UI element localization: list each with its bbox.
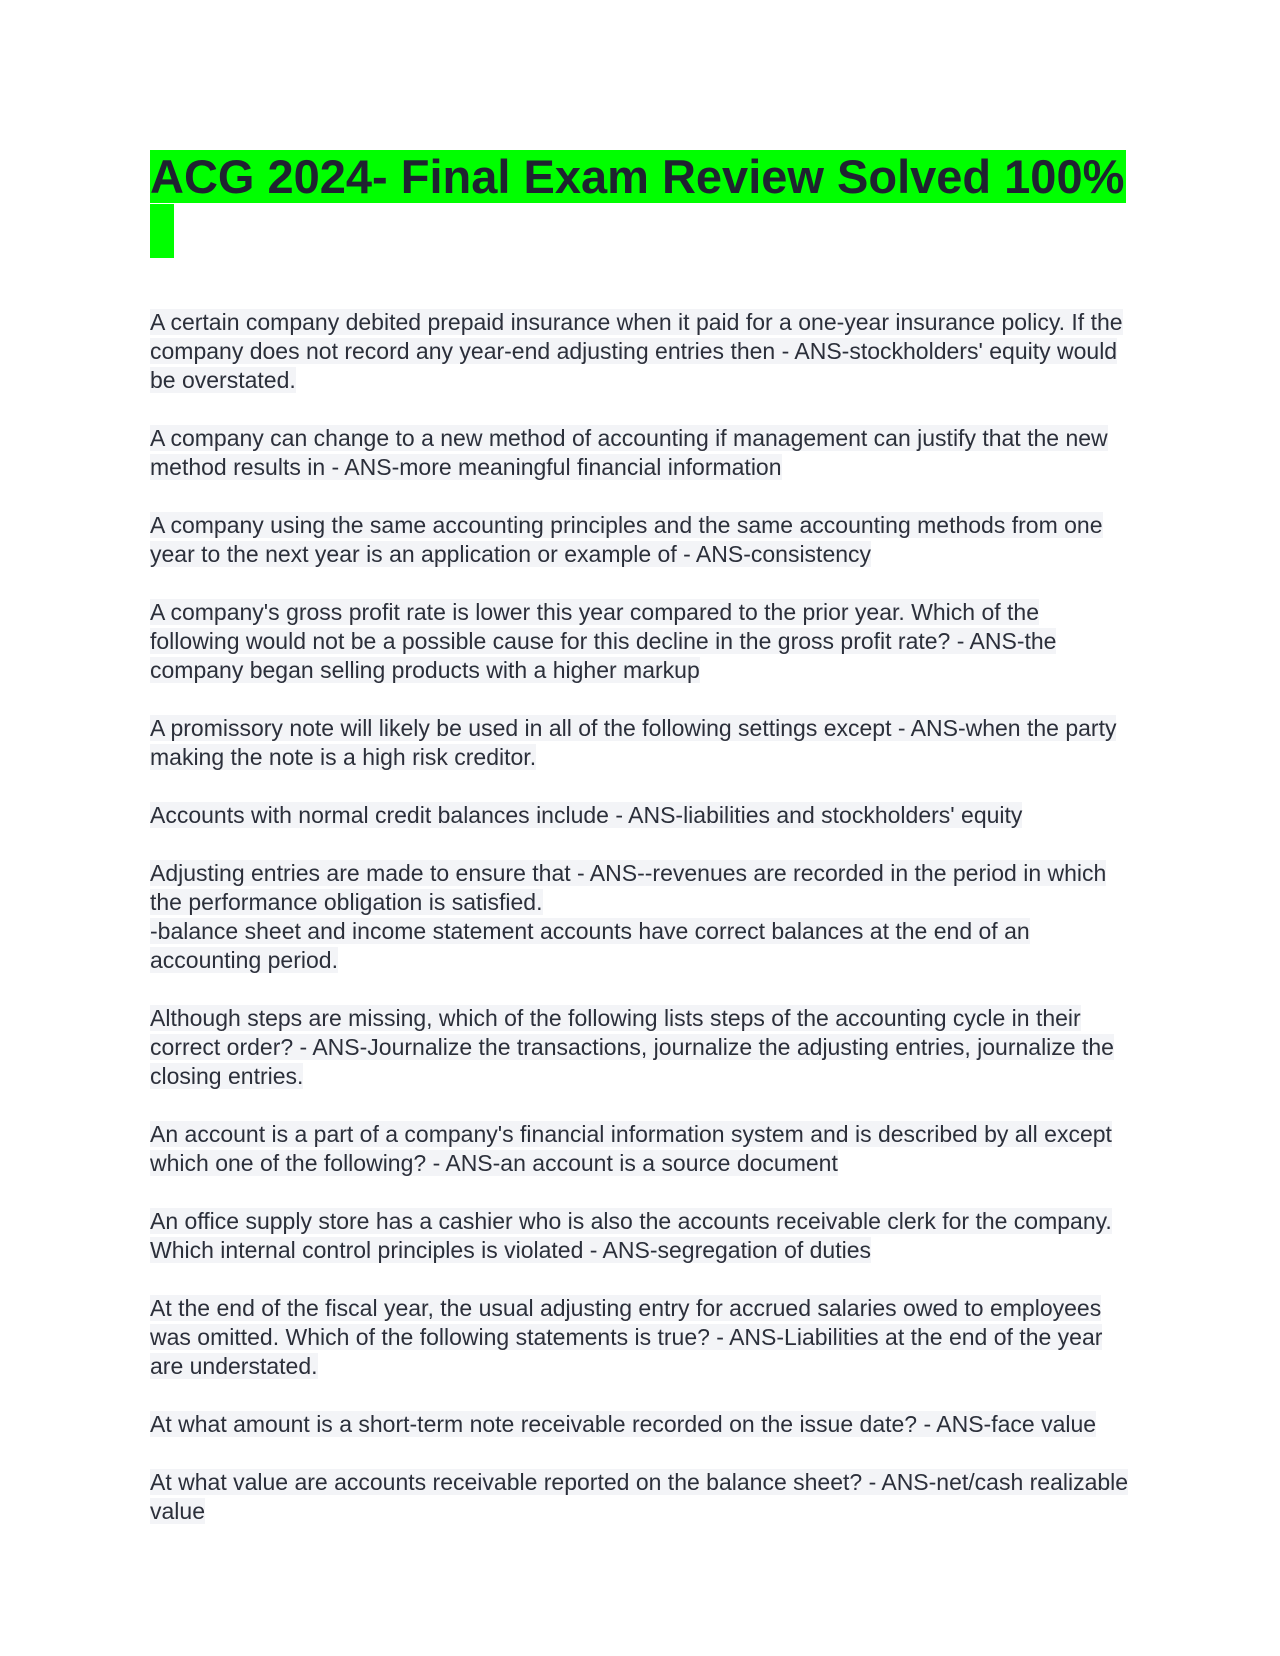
- qa-entry: [150, 1207, 1130, 1265]
- title-trailing-space: [150, 204, 174, 258]
- qa-entry: [150, 308, 1130, 395]
- qa-entry: [150, 1004, 1130, 1091]
- qa-entry-text: An account is a part of a company's financial information system and is described by all except which one of the following? - ANS-an account is a source document: [150, 1121, 1112, 1176]
- qa-entry-text: A company can change to a new method of accounting if management can justify that the new method results in - ANS-more meaningful financial information: [150, 425, 1108, 480]
- qa-entry-text: At the end of the fiscal year, the usual adjusting entry for accrued salaries owed to employees was omitted. Which of the following statements is true? - ANS-Liabilities at the end of the year are understated.: [150, 1295, 1103, 1379]
- qa-entry-text: Although steps are missing, which of the following lists steps of the accounting cycle in their correct order? - ANS-Journalize the transactions, journalize the adjusting entries, journalize the closing entries.: [150, 1005, 1114, 1089]
- qa-entry: [150, 714, 1130, 772]
- qa-entry-text: At what amount is a short-term note receivable recorded on the issue date? - ANS-face value: [150, 1411, 1097, 1437]
- qa-entry-text: A company's gross profit rate is lower this year compared to the prior year. Which of the following would not be a possible cause for this decline in the gross profit rate? - ANS-the company began selling products with a higher markup: [150, 599, 1057, 683]
- qa-entry-text: Adjusting entries are made to ensure that - ANS--revenues are recorded in the period in which the performance obligation is satisfied. -balance sheet and income statement accounts have correct balances at the end of an accounting period.: [150, 860, 1107, 973]
- qa-entry-text: At what value are accounts receivable reported on the balance sheet? - ANS-net/cash realizable value: [150, 1469, 1129, 1524]
- title-text: ACG 2024- Final Exam Review Solved 100%: [150, 150, 1125, 203]
- qa-entry-text: A company using the same accounting principles and the same accounting methods from one year to the next year is an application or example of - ANS-consistency: [150, 512, 1103, 567]
- qa-entry: [150, 1468, 1130, 1526]
- qa-entry: [150, 424, 1130, 482]
- qa-entry-text: A certain company debited prepaid insurance when it paid for a one-year insurance policy. If the company does not record any year-end adjusting entries then - ANS-stockholders' equity would be overstated.: [150, 309, 1123, 393]
- qa-entry: [150, 1294, 1130, 1381]
- qa-entry: [150, 511, 1130, 569]
- qa-entry: [150, 598, 1130, 685]
- qa-entry: [150, 1120, 1130, 1178]
- qa-entry-multiline: [150, 859, 1130, 975]
- document-title: [150, 150, 1130, 258]
- qa-entry-text: A promissory note will likely be used in all of the following settings except - ANS-when the party making the note is a high risk creditor.: [150, 715, 1117, 770]
- qa-entry-text: Accounts with normal credit balances include - ANS-liabilities and stockholders' equity: [150, 802, 1023, 828]
- document-page: [150, 150, 1130, 1555]
- qa-list: [150, 308, 1130, 1526]
- qa-entry-text: An office supply store has a cashier who is also the accounts receivable clerk for the company. Which internal control principles is violated - ANS-segregation of duties: [150, 1208, 1112, 1263]
- qa-entry: [150, 1410, 1130, 1439]
- qa-entry: [150, 801, 1130, 830]
